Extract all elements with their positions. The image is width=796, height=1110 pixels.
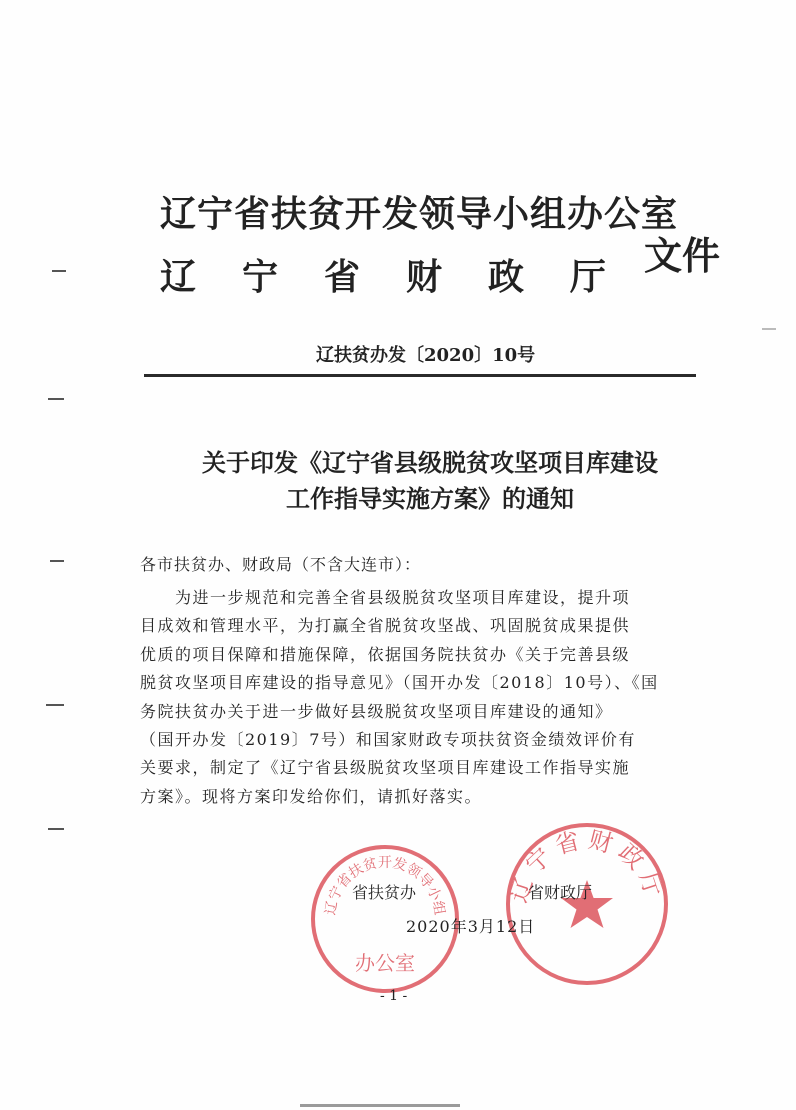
issuer-name-line1: 辽宁省扶贫开发领导小组办公室 — [160, 193, 679, 235]
seal-bottom-text: 办公室 — [355, 951, 415, 975]
body-line: 方案》。现将方案印发给你们，请抓好落实。 — [140, 786, 483, 806]
seal-arc-text: 辽宁省扶贫开发领导小组 — [322, 854, 448, 917]
margin-mark — [50, 560, 64, 562]
body-line: 关要求，制定了《辽宁省县级脱贫攻坚项目库建设工作指导实施 — [140, 758, 631, 778]
issuer-line2-char: 财 — [405, 256, 442, 298]
salutation: 各市扶贫办、财政局（不含大连市）： — [140, 555, 422, 574]
issuer-line2-char: 宁 — [241, 256, 278, 298]
body-paragraph — [140, 584, 700, 811]
issuer-line2-char: 厅 — [569, 256, 606, 298]
document-word: 文件 — [644, 233, 721, 278]
signer-finance-department: 省财政厅 — [528, 883, 593, 902]
body-line: 脱贫攻坚项目库建设的指导意见》（国开办发〔2018〕10号）、《国 — [140, 673, 659, 693]
document-number: 辽扶贫办发〔2020〕10号 — [316, 345, 536, 366]
issuer-line2-char: 政 — [487, 256, 524, 298]
signer-poverty-office: 省扶贫办 — [352, 883, 417, 902]
body-line: （国开办发〔2019〕7号）和国家财政专项扶贫资金绩效评价有 — [140, 730, 636, 750]
margin-mark — [52, 270, 66, 272]
body-line: 优质的项目保障和措施保障，依据国务院扶贫办《关于完善县级 — [140, 644, 631, 664]
page-number: - 1 - — [380, 988, 408, 1004]
title-line: 工作指导实施方案》的通知 — [286, 484, 574, 513]
issuer-line2-char: 省 — [323, 256, 360, 298]
seal-arc-text: 辽宁省财政厅 — [504, 825, 670, 906]
body-line: 目成效和管理水平，为打赢全省脱贫攻坚战、巩固脱贫成果提供 — [140, 616, 631, 636]
issuer-line2-char: 辽 — [160, 256, 197, 298]
issuer-name-line2 — [160, 249, 606, 300]
margin-mark — [48, 398, 64, 400]
body-line: 为进一步规范和完善全省县级脱贫攻坚项目库建设，提升项 — [140, 588, 631, 607]
body-line: 务院扶贫办关于进一步做好县级脱贫攻坚项目库建设的通知》 — [140, 701, 613, 721]
issue-date: 2020年3月12日 — [406, 917, 536, 936]
margin-mark — [46, 704, 64, 706]
margin-mark — [762, 328, 776, 330]
margin-mark — [48, 828, 64, 830]
scan-edge — [300, 1104, 460, 1107]
header-divider — [144, 374, 696, 377]
title-line: 关于印发《辽宁省县级脱贫攻坚项目库建设 — [202, 448, 658, 477]
notice-title — [150, 445, 710, 517]
finance-department-seal — [503, 820, 671, 988]
